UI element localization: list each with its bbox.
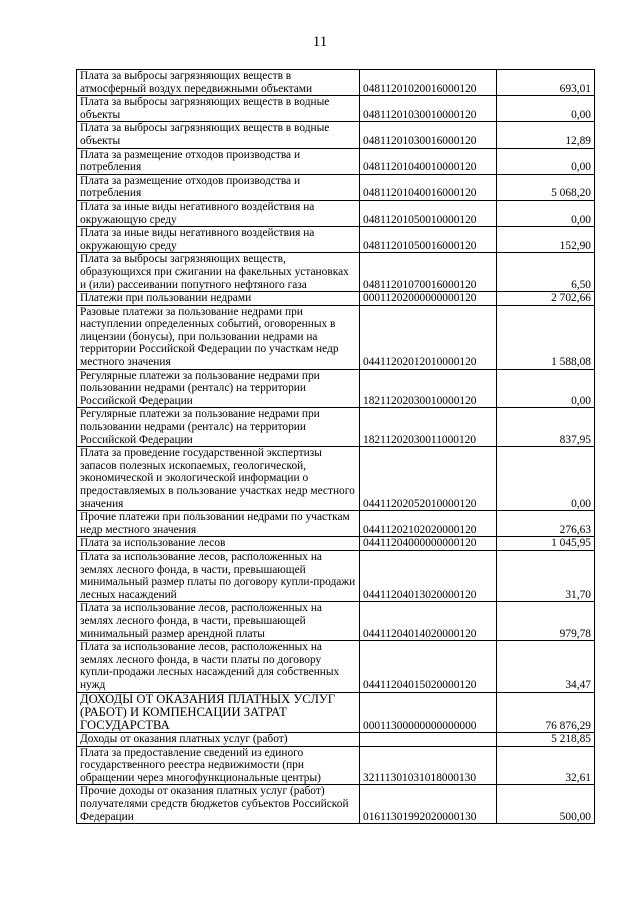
row-name-cell: Плата за использование лесов, расположенных на землях лесного фонда, в части платы по договору купли-продажи лесных насаждений для собственных нужд [77, 641, 360, 692]
row-name-cell: Прочие платежи при пользовании недрами по участкам недр местного значения [77, 511, 360, 537]
row-amount-cell: 276,63 [497, 511, 595, 537]
row-name-cell: Плата за размещение отходов производства и потребления [77, 174, 360, 200]
row-name-cell: Разовые платежи за пользование недрами при наступлении определенных событий, оговоренных в лицензии (бонусы), при пользовании недрами на территории Российской Федерации по участкам недр местного значения [77, 305, 360, 369]
table-row [77, 408, 595, 447]
row-name-cell: Плата за выбросы загрязняющих веществ в водные объекты [77, 122, 360, 148]
table-row [77, 305, 595, 369]
row-code-cell: 00011202000000000120 [360, 292, 497, 306]
row-code-cell: 18211202030010000120 [360, 369, 497, 408]
row-amount-cell: 0,00 [497, 200, 595, 226]
row-code-cell: 04411204013020000120 [360, 550, 497, 601]
row-code-cell: 04811201030010000120 [360, 96, 497, 122]
row-amount-cell: 0,00 [497, 369, 595, 408]
row-name-cell: Регулярные платежи за пользование недрами при пользовании недрами (ренталс) на территории Российской Федерации [77, 408, 360, 447]
row-code-cell: 04411202012010000120 [360, 305, 497, 369]
row-amount-cell: 5 218,85 [497, 733, 595, 747]
table-row [77, 227, 595, 253]
row-code-cell: 00011300000000000000 [360, 692, 497, 733]
row-code-cell: 04411204015020000120 [360, 641, 497, 692]
row-name-cell: Плата за выбросы загрязняющих веществ в водные объекты [77, 96, 360, 122]
row-code-cell: 04811201030016000120 [360, 122, 497, 148]
row-amount-cell: 5 068,20 [497, 174, 595, 200]
table-row [77, 96, 595, 122]
row-name-cell: Доходы от оказания платных услуг (работ) [77, 733, 360, 747]
table-row [77, 785, 595, 824]
table-row [77, 550, 595, 601]
row-code-cell: 01611301992020000130 [360, 785, 497, 824]
row-name-cell: Плата за выбросы загрязняющих веществ в атмосферный воздух передвижными объектами [77, 70, 360, 96]
row-amount-cell: 693,01 [497, 70, 595, 96]
row-code-cell: 04811201020016000120 [360, 70, 497, 96]
row-name-cell: Плата за иные виды негативного воздействия на окружающую среду [77, 227, 360, 253]
table-row [77, 733, 595, 747]
table-row [77, 602, 595, 641]
row-name-cell: Плата за проведение государственной экспертизы запасов полезных ископаемых, геологической, экономической и экологической информации о предоставляемых в пользование участках недр местного значения [77, 447, 360, 511]
row-name-cell: Платежи при пользовании недрами [77, 292, 360, 306]
table-row [77, 174, 595, 200]
row-code-cell: 04811201070016000120 [360, 253, 497, 292]
row-amount-cell: 31,70 [497, 550, 595, 601]
row-code-cell: 04411204000000000120 [360, 537, 497, 551]
row-code-cell: 18211202030011000120 [360, 408, 497, 447]
table-row [77, 200, 595, 226]
row-amount-cell: 0,00 [497, 148, 595, 174]
row-name-cell: Плата за выбросы загрязняющих веществ, образующихся при сжигании на факельных установках и (или) рассеивании попутного нефтяного газа [77, 253, 360, 292]
row-code-cell: 04811201050016000120 [360, 227, 497, 253]
row-amount-cell: 500,00 [497, 785, 595, 824]
row-name-cell: ДОХОДЫ ОТ ОКАЗАНИЯ ПЛАТНЫХ УСЛУГ (РАБОТ) И КОМПЕНСАЦИИ ЗАТРАТ ГОСУДАРСТВА [77, 692, 360, 733]
row-name-cell: Плата за предоставление сведений из единого государственного реестра недвижимости (при обращении через многофункциональные центры) [77, 746, 360, 785]
row-code-cell: 04811201050010000120 [360, 200, 497, 226]
row-amount-cell: 76 876,29 [497, 692, 595, 733]
table-row [77, 148, 595, 174]
table-row [77, 511, 595, 537]
row-amount-cell: 2 702,66 [497, 292, 595, 306]
row-name-cell: Плата за использование лесов [77, 537, 360, 551]
row-code-cell [360, 733, 497, 747]
table-row [77, 122, 595, 148]
row-name-cell: Прочие доходы от оказания платных услуг (работ) получателями средств бюджетов субъектов Российской Федерации [77, 785, 360, 824]
row-code-cell: 32111301031018000130 [360, 746, 497, 785]
row-code-cell: 04411202052010000120 [360, 447, 497, 511]
revenue-table-body [77, 70, 595, 824]
row-amount-cell: 1 588,08 [497, 305, 595, 369]
table-row [77, 537, 595, 551]
row-amount-cell: 6,50 [497, 253, 595, 292]
row-code-cell: 04811201040010000120 [360, 148, 497, 174]
row-name-cell: Регулярные платежи за пользование недрами при пользовании недрами (ренталс) на территории Российской Федерации [77, 369, 360, 408]
row-amount-cell: 0,00 [497, 447, 595, 511]
table-row [77, 70, 595, 96]
row-amount-cell: 152,90 [497, 227, 595, 253]
row-name-cell: Плата за использование лесов, расположенных на землях лесного фонда, в части, превышающей минимальный размер арендной платы [77, 602, 360, 641]
row-amount-cell: 1 045,95 [497, 537, 595, 551]
table-row [77, 253, 595, 292]
table-row [77, 292, 595, 306]
revenue-table [76, 69, 595, 824]
row-code-cell: 04411202102020000120 [360, 511, 497, 537]
row-amount-cell: 12,89 [497, 122, 595, 148]
row-name-cell: Плата за иные виды негативного воздействия на окружающую среду [77, 200, 360, 226]
table-row [77, 641, 595, 692]
row-code-cell: 04811201040016000120 [360, 174, 497, 200]
row-amount-cell: 34,47 [497, 641, 595, 692]
table-row [77, 369, 595, 408]
row-name-cell: Плата за использование лесов, расположенных на землях лесного фонда, в части, превышающей минимальный размер платы по договору купли-продажи лесных насаждений [77, 550, 360, 601]
table-row [77, 447, 595, 511]
row-amount-cell: 979,78 [497, 602, 595, 641]
row-name-cell: Плата за размещение отходов производства и потребления [77, 148, 360, 174]
row-code-cell: 04411204014020000120 [360, 602, 497, 641]
page-number: 11 [312, 34, 328, 50]
row-amount-cell: 32,61 [497, 746, 595, 785]
table-row [77, 746, 595, 785]
row-amount-cell: 837,95 [497, 408, 595, 447]
row-amount-cell: 0,00 [497, 96, 595, 122]
table-row [77, 692, 595, 733]
